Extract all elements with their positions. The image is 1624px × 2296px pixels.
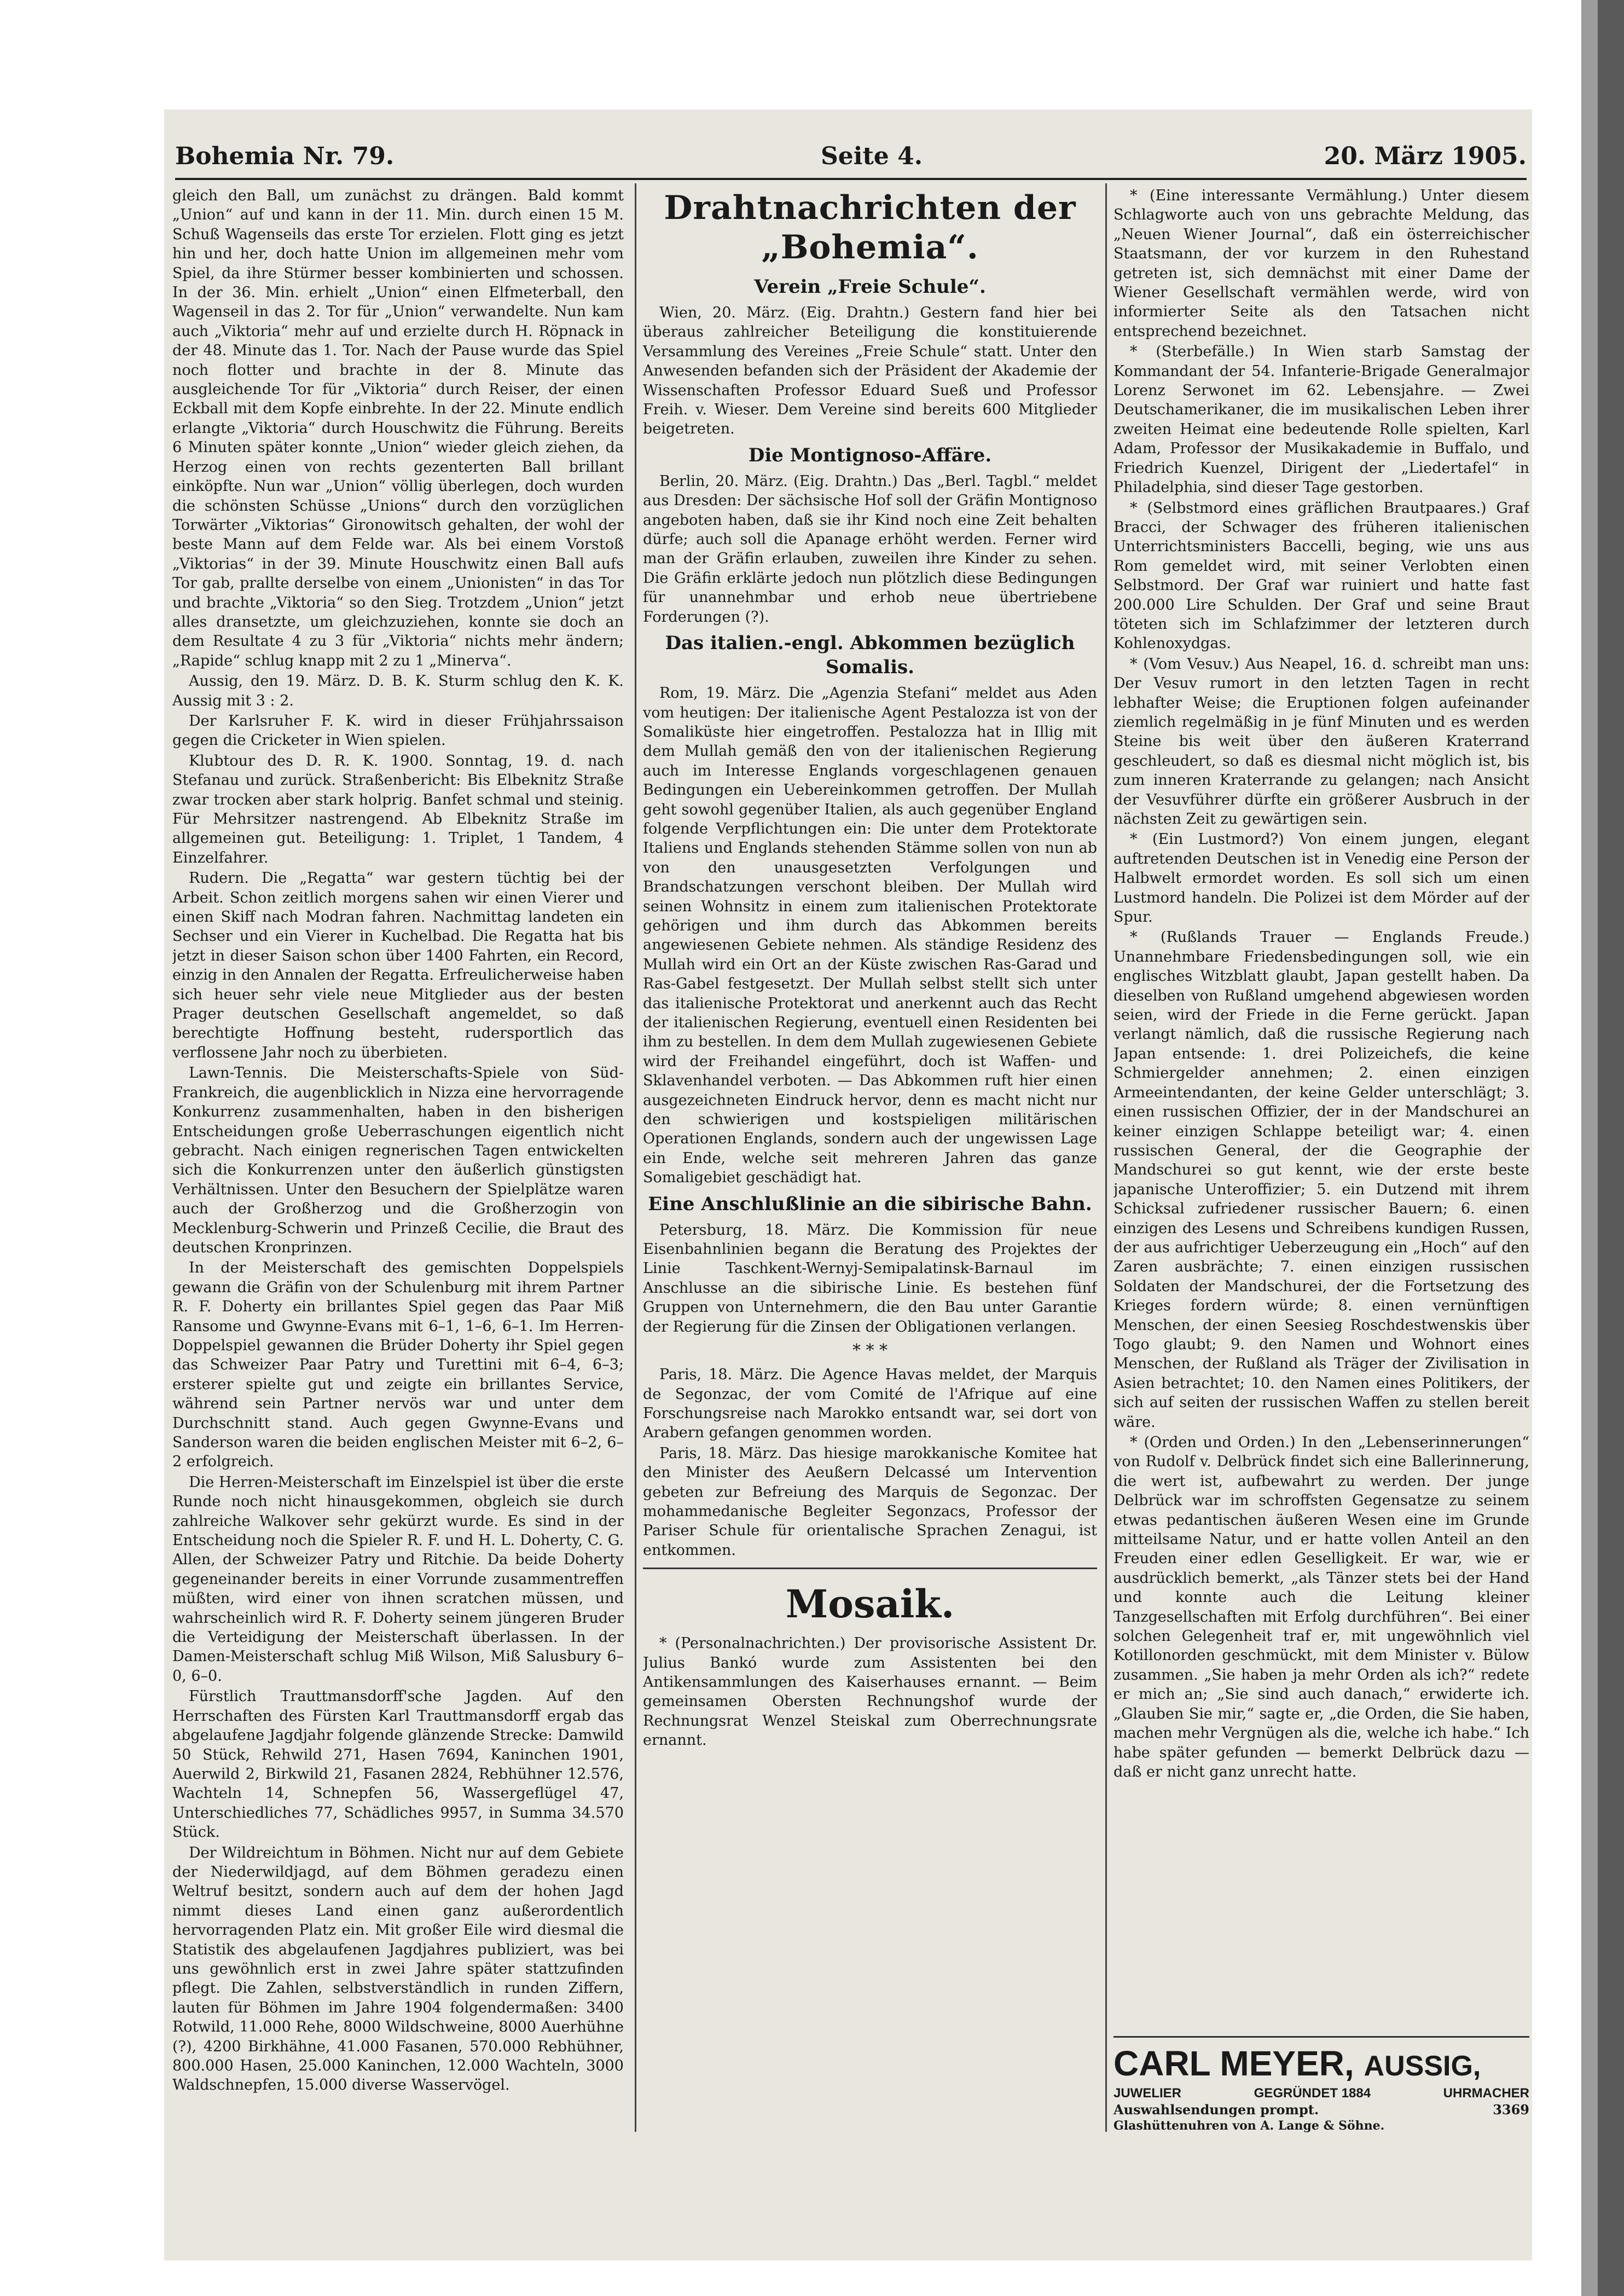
article-paragraph: * (Vom Vesuv.) Aus Neapel, 16. d. schreibt man uns: Der Vesuv rumort in den letzten Tagen in recht lebhafter Weise; die Eruptionen folgen aufeinander ziemlich regelmäßig in je fünf Minuten und es werden Steine bis weit über den äußeren Kraterrand geschleudert, so daß es diesmal nicht möglich ist, bis zum inneren Kraterrande zu gelangen; nach Ansicht der Vesuvführer dürfte ein größerer Ausbruch in der nächsten Zeit zu gewärtigen sein. (1113, 655, 1529, 828)
section-rule (643, 1568, 1097, 1569)
section-divider-stars: * * * (852, 1341, 888, 1361)
trade-left: JUWELIER (1113, 2086, 1182, 2101)
header-rule (175, 178, 1527, 180)
article-paragraph: Der Karlsruher F. K. wird in dieser Frühjahrssaison gegen die Cricketer in Wien spielen. (172, 712, 624, 749)
page-header (175, 137, 1527, 175)
advertiser-name: CARL MEYER, (1113, 2044, 1354, 2083)
founded: GEGRÜNDET 1884 (1254, 2086, 1371, 2101)
section-heading: Verein „Freie Schule“. (754, 276, 986, 298)
column-mosaik (1113, 186, 1529, 2031)
article-paragraph: Paris, 18. März. Die Agence Havas meldet, der Marquis de Segonzac, der vom Comité de l'Afrique auf eine Forschungsreise nach Marokko entsandt war, sei dort von Arabern gefangen genommen worden. (643, 1366, 1097, 1442)
advertisement-rule (1113, 2036, 1529, 2038)
article-paragraph: Fürstlich Trauttmansdorff'sche Jagden. Auf den Herrschaften des Fürsten Karl Trauttmansdorff ergab das abgelaufene Jagdjahr folgende glänzende Strecke: Damwild 50 Stück, Rehwild 271, Hasen 7694, Kaninchen 1901, Auerwild 2, Birkwild 21, Fasanen 2824, Rebhühner 12.576, Wachteln 14, Schnepfen 56, Wassergeflügel 47, Unterschiedliches 77, Schädliches 9957, in Summa 34.570 Stück. (172, 1688, 624, 1841)
article-paragraph: Lawn-Tennis. Die Meisterschafts-Spiele von Süd-Frankreich, die augenblicklich in Nizza eine hervorragende Konkurrenz zusammenhalten, haben in den bisherigen Entscheidungen große Ueberraschungen eigentlich nicht gebracht. Nach einigen regnerischen Tagen entwickelten sich die Konkurrenzen unter den äußerlich günstigsten Verhältnissen. Unter den Besuchern der Spielplätze waren auch der Großherzog und die Großherzogin von Mecklenburg-Schwerin und Prinzeß Cecilie, die Braut des deutschen Kronprinzen. (172, 1065, 624, 1256)
scan-edge-light (1581, 0, 1598, 2296)
article-paragraph: * (Eine interessante Vermählung.) Unter diesem Schlagworte auch von uns gebrachte Meldung, das „Neuen Wiener Journal“, daß ein österreichischer Staatsmann, der vor kurzem in den Ruhestand getreten ist, sich demnächst mit einer Dame der Wiener Gesellschaft vermählen werde, wird von informierter Seite als den Tatsachen nicht entsprechend bezeichnet. (1113, 187, 1529, 340)
advertiser-city: AUSSIG, (1364, 2050, 1481, 2082)
section-masthead: Drahtnachrichten der „Bohemia“. (664, 189, 1076, 267)
trade-right: UHRMACHER (1443, 2086, 1529, 2101)
article-paragraph: gleich den Ball, um zunächst zu drängen. Bald kommt „Union“ auf und kann in der 11. Min. durch einen 15 M. Schuß Wagenseils das erste Tor erzielen. Flott ging es jetzt hin und her, doch hatte Union im allgemeinen mehr vom Spiel, da ihre Stürmer besser kombinierten und schossen. In der 36. Min. erhielt „Union“ einen Elfmeterball, den Wagenseil in das 2. Tor für „Union“ verwandelte. Nun kam auch „Viktoria“ mehr auf und erzielte durch H. Röpnack in der 48. Minute das 1. Tor. Nach der Pause wurde das Spiel noch flotter und brachte in der 8. Minute das ausgleichende Tor für „Viktoria“ durch Reiser, der einen Eckball mit dem Kopfe einbrehte. In der 22. Minute endlich erlangte „Viktoria“ durch Houschwitz die Führung. Bereits 6 Minuten später konnte „Union“ wieder gleich ziehen, da Herzog einen von rechts gezenterten Ball brillant einköpfte. Nun war „Union“ völlig überlegen, doch wurden die schönsten Schüsse „Unions“ durch den vorzüglichen Torwärter „Viktorias“ Gironowitsch gehalten, der wohl der beste Mann auf dem Felde war. Als bei einem Vorstoß „Viktorias“ in der 39. Minute Houschwitz einen Ball aufs Tor gab, prallte derselbe von einem „Unionisten“ in das Tor und brachte „Viktoria“ so den Sieg. Trotzdem „Union“ jetzt alles dransetzte, um gleichzuziehen, konnte sie doch an dem Resultate 4 zu 3 für „Viktoria“ nichts mehr ändern; „Rapide“ schlug knapp mit 2 zu 1 „Minerva“. (172, 187, 624, 669)
column-sports (172, 186, 624, 2135)
section-heading: Das italien.-engl. Abkommen bezüglich Somalis. (665, 632, 1075, 679)
offer-text: Auswahlsendungen prompt. (1113, 2102, 1319, 2118)
issue-date: 20. März 1905. (1324, 142, 1527, 170)
advertisement (1113, 2044, 1529, 2133)
article-paragraph: * (Personalnachrichten.) Der provisorische Assistent Dr. Julius Bankó wurde zum Assistenten bei den Antikensammlungen des Kaiserhauses ernannt. — Beim gemeinsamen Obersten Rechnungshof wurde der Rechnungsrat Wenzel Steiskal zum Oberrechnungsrate ernannt. (643, 1635, 1097, 1749)
advertiser-name-line (1113, 2044, 1529, 2085)
article-paragraph: * (Rußlands Trauer — Englands Freude.) Unannehmbare Friedensbedingungen soll, wie ein englisches Witzblatt glaubt, Japan gestellt haben. Da dieselben von Rußland umgehend abgewiesen worden seien, wird der Friede in die Ferne gerückt. Japan verlangt nämlich, daß die russische Regierung nach Japan entsende: 1. drei Polizeichefs, die keine Schmiergelder annehmen; 2. einen einzigen Armeeintendanten, der keine Gelder unterschlägt; 3. einen russischen Offizier, der in der Mandschurei an keiner einzigen Schlappe beteiligt war; 4. einen russischen General, der die Geographie der Mandschurei so gut kennt, wie der erste beste japanische Unteroffizier; 5. ein Dutzend mit ihrem Schicksal zufriedener russischer Bauern; 6. einen einzigen des Lesens und Schreibens kundigen Russen, der aus aufrichtiger Ueberzeugung ein „Hoch“ auf den Zaren ausbrächte; 7. einen einzigen russischen Soldaten der Mandschurei, der die Fortsetzung des Krieges fordern würde; 8. einen vernünftigen Menschen, der einen Seesieg Roschdestwenskis über Togo glaubt; 9. den Namen und Wohnort eines Menschen, der Rußland als Träger der Zivilisation in Asien betrachtet; 10. den Namen eines Politikers, der sich auf seiten der russischen Waffen zu stellen bereit wäre. (1113, 929, 1529, 1431)
article-paragraph: Berlin, 20. März. (Eig. Drahtn.) Das „Berl. Tagbl.“ meldet aus Dresden: Der sächsische Hof soll der Gräfin Montignoso angeboten haben, daß sie ihr Kind noch eine Zeit behalten dürfe; auch soll die Apanage erhöht werden. Ferner wird man der Gräfin erlauben, zuweilen ihre Kinder zu sehen. Die Gräfin erklärte jedoch nun plötzlich diese Bedingungen für unannehmbar und erhob neue übertriebene Forderungen (?). (643, 472, 1097, 626)
article-paragraph: Die Herren-Meisterschaft im Einzelspiel ist über die erste Runde noch nicht hinausgekommen, obgleich sie durch zahlreiche Walkover sehr gekürzt wurde. Es sind in der Entscheidung noch die Spieler R. F. und H. L. Doherty, C. G. Allen, der Schweizer Patry und Ritchie. Da beide Doherty gegeneinander bereits in einer Vorrunde zusammentreffen müßten, wird einer von ihnen scratchen müssen, und wahrscheinlich wird R. F. Doherty seinem jüngeren Bruder die Verteidigung der Meisterschaft überlassen. In der Damen-Meisterschaft schlug Miß Wilson, Miß Salusbury 6–0, 6–0. (172, 1473, 624, 1685)
advertiser-trades (1113, 2085, 1529, 2102)
advertiser-offer (1113, 2102, 1529, 2118)
advertiser-brand: Glashüttenuhren von A. Lange & Söhne. (1113, 2119, 1385, 2133)
section-heading: Die Montignoso-Affäre. (748, 444, 992, 466)
newspaper-issue: Bohemia Nr. 79. (175, 142, 395, 170)
column-telegrams (643, 186, 1097, 2135)
section-heading: Eine Anschlußlinie an die sibirische Bahn. (648, 1193, 1092, 1215)
article-paragraph: Paris, 18. März. Das hiesige marokkanische Komitee hat den Minister des Aeußern Delcassé um Intervention gebeten zur Befreiung des Marquis de Segonzac. Der mohammedanische Begleiter Segonzacs, Professor der Pariser Schule für orientalische Sprachen Zenagui, ist entkommen. (643, 1444, 1097, 1559)
article-paragraph: Der Wildreichtum in Böhmen. Nicht nur auf dem Gebiete der Niederwildjagd, auf dem Böhmen geradezu einen Weltruf besitzt, sondern auch auf dem der hohen Jagd nimmt dieses Land einen ganz außerordentlich hervorragenden Platz ein. Mit großer Eile wird diesmal die Statistik des abgelaufenen Jagdjahres publiziert, was bei uns gewöhnlich erst in zwei Jahre später stattzufinden pflegt. Die Zahlen, selbstverständlich in runden Ziffern, lauten für Böhmen im Jahre 1904 folgendermaßen: 3400 Rotwild, 11.000 Rehe, 8000 Wildschweine, 8000 Auerhühne (?), 4200 Birkhähne, 41.000 Fasanen, 570.000 Rebhühner, 800.000 Hasen, 25.000 Kaninchen, 12.000 Wachteln, 3000 Waldschnepfen, 15.000 diverse Wasservögel. (172, 1844, 624, 2094)
article-paragraph: Petersburg, 18. März. Die Kommission für neue Eisenbahnlinien begann die Beratung des Projektes der Linie Taschkent-Wernyj-Semipalatinsk-Barnaul im Anschlusse an die sibirische Linie. Es bestehen fünf Gruppen von Unternehmern, die den Bau unter Garantie der Regierung für die Zinsen der Obligationen verlangen. (643, 1221, 1097, 1335)
article-paragraph: Wien, 20. März. (Eig. Drahtn.) Gestern fand hier bei überaus zahlreicher Beteiligung die konstituierende Versammlung des Vereines „Freie Schule“ statt. Unter den Anwesenden befanden sich der Präsident der Akademie der Wissenschaften Professor Eduard Sueß und Professor Freih. v. Wieser. Dem Vereine sind bereits 600 Mitglieder beigetreten. (643, 304, 1097, 438)
mosaik-heading: Mosaik. (785, 1581, 955, 1627)
page-number: Seite 4. (821, 142, 923, 170)
article-paragraph: Rom, 19. März. Die „Agenzia Stefani“ meldet aus Aden vom heutigen: Der italienische Agent Pestalozza ist von der Somaliküste hier eingetroffen. Pestalozza hat in Illig mit dem Mullah gemäß den von der italienischen Regierung auch im Interesse Englands vorgeschlagenen genauen Bedingungen ein Uebereinkommen getroffen. Der Mullah geht sowohl gegenüber Italien, als auch gegenüber England folgende Verpflichtungen ein: Die unter dem Protektorate Italiens und Englands stehenden Stämme sollen von nun ab von den unausgesetzten Verfolgungen und Brandschatzungen verschont bleiben. Der Mullah wird seinen Wohnsitz in einem zum italienischen Protektorate gehörigen und ihm durch das Abkommen bereits angewiesenen Gebiete nehmen. Als ständige Residenz des Mullah wird ein Ort an der Küste zwischen Ras-Garad und Ras-Gabel festgesetzt. Der Mullah selbst stellt sich unter das italienische Protektorat und anerkennt auch das Recht der italienischen Regierung, eventuell einen Residenten bei ihm zu bestellen. In dem dem Mullah zugewiesenen Gebiete wird der Freihandel eingeführt, doch ist Waffen- und Sklavenhandel verboten. — Das Abkommen ruft hier einen ausgezeichneten Eindruck hervor, denn es macht nicht nur den schwierigen und kostspieligen militärischen Operationen Englands, sondern auch der ungewissen Lage ein Ende, welche seit mehreren Jahren das ganze Somaligebiet geschädigt hat. (643, 685, 1097, 1187)
article-paragraph: Klubtour des D. R. K. 1900. Sonntag, 19. d. nach Stefanau und zurück. Straßenbericht: Bis Elbeknitz Straße zwar trocken aber stark holprig. Banfet schmal und steinig. Für Mehrsitzer nastrengend. Ab Elbeknitz Straße im allgemeinen gut. Beteiligung: 1. Triplet, 1 Tandem, 4 Einzelfahrer. (172, 752, 624, 866)
article-paragraph: * (Sterbefälle.) In Wien starb Samstag der Kommandant der 54. Infanterie-Brigade Generalmajor Lorenz Serwonet im 62. Lebensjahre. — Zwei Deutschamerikaner, die im musikalischen Leben ihrer zweiten Heimat eine bedeutende Rolle spielten, Karl Adam, Professor der Musikakademie in Buffalo, und Friedrich Kuenzel, Dirigent der „Liedertafel“ in Philadelphia, sind dieser Tage gestorben. (1113, 343, 1529, 496)
column-rule-1 (635, 183, 636, 2132)
article-paragraph: * (Orden und Orden.) In den „Lebenserinnerungen“ von Rudolf v. Delbrück findet sich eine Ballerinnerung, die wert ist, aufbewahrt zu werden. Der junge Delbrück war im schroffsten Gegensatze zu seinem etwas pedantischen äußeren Wesen eine im Grunde mitteilsame Natur, und er hatte vollen Anteil an den Freuden einer edlen Geselligkeit. Er war, wie er ausdrücklich bemerkt, „als Tänzer stets bei der Hand und konnte auch die Leitung kleiner Tanzgesellschaften mit Erfolg durchführen“. Bei einer solchen Gelegenheit traf er, mit ungewöhnlich viel Kotillonorden geschmückt, mit dem Minister v. Bülow zusammen. „Sie haben ja mehr Orden als ich?“ redete er mich an; „Sie sind auch danach,“ erwiderte ich. „Glauben Sie mir,“ sagte er, „die Orden, die Sie haben, machen mehr Vergnügen als die, welche ich habe.“ Ich habe später gefunden — bemerkt Delbrück dazu — daß er nicht ganz unrecht hatte. (1113, 1434, 1529, 1780)
column-rule-2 (1105, 183, 1107, 2132)
article-paragraph: * (Ein Lustmord?) Von einem jungen, elegant auftretenden Deutschen ist in Venedig eine Person der Halbwelt ermordet worden. Es soll sich um einen Lustmord handeln. Die Polizei ist dem Mörder auf der Spur. (1113, 831, 1529, 926)
scan-edge-dark (1598, 0, 1624, 2296)
article-paragraph: In der Meisterschaft des gemischten Doppelspiels gewann die Gräfin von der Schulenburg mit ihrem Partner R. F. Doherty ein brillantes Spiel gegen das Paar Miß Ransome und Gwynne-Evans mit 6–1, 1–6, 6–1. Im Herren-Doppelspiel gewannen die Brüder Doherty ihr Spiel gegen das Schweizer Paar Patry und Turettini mit 6–4, 6–3; ersterer spielte gut und zeigte ein brillantes Service, während sein Partner nervös war und unter dem Durchschnitt stand. Auch gegen Gwynne-Evans und Sanderson waren die beiden englischen Meister mit 6–2, 6–2 erfolgreich. (172, 1259, 624, 1471)
phone-number: 3369 (1493, 2102, 1529, 2118)
article-paragraph: * (Selbstmord eines gräflichen Brautpaares.) Graf Bracci, der Schwager des früheren italienischen Unterrichtsministers Baccelli, beging, wie uns aus Rom gemeldet wird, mit seiner Verlobten einen Selbstmord. Der Graf war ruiniert und hatte fast 200.000 Lire Schulden. Der Graf und seine Braut töteten sich im Schlafzimmer der letzteren durch Kohlenoxydgas. (1113, 499, 1529, 652)
article-paragraph: Rudern. Die „Regatta“ war gestern tüchtig bei der Arbeit. Schon zeitlich morgens sahen wir einen Vierer und einen Skiff nach Modran fahren. Nachmittag landeten ein Sechser und ein Vierer in Kuchelbad. Die Regatta hat bis jetzt in dieser Saison schon über 1400 Fahrten, ein Record, einzig in den Annalen der Regatta. Erfreulicherweise haben sich heuer sehr viele neue Mitglieder aus der besten Prager deutschen Gesellschaft angemeldet, so daß berechtigte Hoffnung besteht, rudersportlich das verflossene Jahr noch zu überbieten. (172, 870, 624, 1061)
article-paragraph: Aussig, den 19. März. D. B. K. Sturm schlug den K. K. Aussig mit 3 : 2. (172, 673, 624, 709)
